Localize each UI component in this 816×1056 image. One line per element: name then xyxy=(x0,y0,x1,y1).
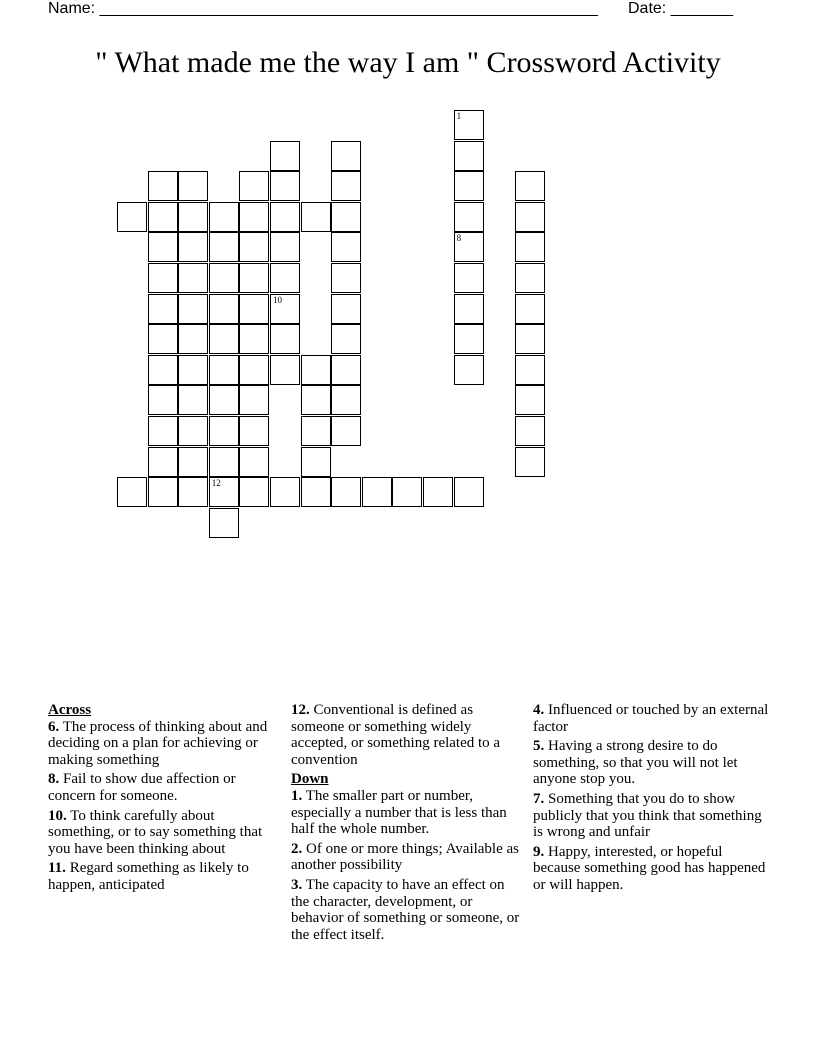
crossword-cell[interactable] xyxy=(515,385,545,415)
crossword-cell[interactable] xyxy=(239,171,269,201)
crossword-cell[interactable] xyxy=(454,202,484,232)
clues-column-2 xyxy=(291,702,523,946)
clue-down-1 xyxy=(291,788,523,838)
crossword-cell[interactable] xyxy=(515,232,545,262)
crossword-cell[interactable] xyxy=(331,355,361,385)
clue-number: 2. xyxy=(291,840,303,857)
clue-number: 11. xyxy=(48,860,66,877)
clue-number: 5. xyxy=(533,738,545,755)
crossword-cell[interactable] xyxy=(148,477,178,507)
crossword-cell[interactable] xyxy=(148,202,178,232)
crossword-cell[interactable] xyxy=(178,416,208,446)
crossword-cell[interactable] xyxy=(178,232,208,262)
crossword-cell[interactable] xyxy=(209,324,239,354)
clue-across-6 xyxy=(48,719,284,769)
crossword-cell[interactable] xyxy=(209,202,239,232)
down-heading: Down xyxy=(291,771,329,788)
crossword-cell[interactable] xyxy=(148,447,178,477)
clue-text: The process of thinking about and deciding on a plan for achieving or making something xyxy=(48,718,268,768)
clue-down-7 xyxy=(533,791,773,841)
clue-text: Of one or more things; Available as another possibility xyxy=(291,840,520,874)
crossword-cell[interactable] xyxy=(148,416,178,446)
crossword-cell[interactable] xyxy=(331,416,361,446)
crossword-cell[interactable] xyxy=(209,232,239,262)
crossword-cell[interactable] xyxy=(239,324,269,354)
clue-down-9 xyxy=(533,844,773,894)
crossword-cell[interactable] xyxy=(301,447,331,477)
crossword-cell[interactable] xyxy=(209,508,239,538)
crossword-cell[interactable] xyxy=(270,171,300,201)
crossword-cell[interactable] xyxy=(178,477,208,507)
date-field-label: Date: _______ xyxy=(628,0,733,17)
crossword-cell[interactable] xyxy=(331,171,361,201)
crossword-cell[interactable] xyxy=(117,202,147,232)
clue-number-label: 1 xyxy=(456,111,462,121)
crossword-cell[interactable] xyxy=(454,294,484,324)
crossword-cell[interactable] xyxy=(301,416,331,446)
crossword-cell[interactable] xyxy=(239,477,269,507)
crossword-cell[interactable] xyxy=(515,202,545,232)
crossword-cell[interactable] xyxy=(239,294,269,324)
clue-number: 3. xyxy=(291,876,303,893)
crossword-cell[interactable] xyxy=(270,202,300,232)
crossword-cell[interactable] xyxy=(148,355,178,385)
crossword-cell[interactable] xyxy=(209,355,239,385)
crossword-cell[interactable] xyxy=(515,416,545,446)
crossword-cell[interactable] xyxy=(209,385,239,415)
crossword-cell[interactable] xyxy=(331,263,361,293)
crossword-cell[interactable] xyxy=(178,324,208,354)
clue-number: 1. xyxy=(291,787,303,804)
clues-column-3 xyxy=(533,702,773,897)
clue-text: Something that you do to show publicly that you think that something is wrong and unfair xyxy=(533,790,762,841)
crossword-cell[interactable] xyxy=(209,263,239,293)
crossword-cell[interactable] xyxy=(270,232,300,262)
crossword-cell[interactable] xyxy=(301,202,331,232)
clue-text: Regard something as likely to happen, anticipated xyxy=(48,860,249,893)
page-title: " What made me the way I am " Crossword Activity xyxy=(95,46,721,79)
crossword-cell[interactable] xyxy=(209,477,239,507)
crossword-cell[interactable] xyxy=(301,355,331,385)
crossword-cell[interactable] xyxy=(454,477,484,507)
clue-number: 10. xyxy=(48,807,67,824)
crossword-cell[interactable] xyxy=(515,447,545,477)
crossword-cell[interactable] xyxy=(178,294,208,324)
crossword-cell[interactable] xyxy=(178,202,208,232)
crossword-cell[interactable] xyxy=(209,294,239,324)
clues-column-1 xyxy=(48,702,284,897)
across-heading: Across xyxy=(48,702,92,718)
crossword-cell[interactable] xyxy=(454,141,484,171)
clue-down-5 xyxy=(533,738,773,788)
crossword-cell[interactable] xyxy=(515,171,545,201)
clue-number-label: 12 xyxy=(211,478,221,489)
clue-text: To think carefully about something, or to say something that you have been thinking about xyxy=(48,807,263,857)
clue-text: Fail to show due affection or concern for someone. xyxy=(48,771,236,804)
crossword-cell[interactable] xyxy=(148,171,178,201)
crossword-cell[interactable] xyxy=(392,477,422,507)
crossword-cell[interactable] xyxy=(362,477,392,507)
clue-down-2 xyxy=(291,841,523,874)
clue-number: 12. xyxy=(291,702,310,718)
crossword-cell[interactable] xyxy=(239,447,269,477)
crossword-cell[interactable] xyxy=(301,385,331,415)
crossword-cell[interactable] xyxy=(423,477,453,507)
crossword-cell[interactable] xyxy=(331,385,361,415)
clue-across-10 xyxy=(48,808,284,858)
crossword-cell[interactable] xyxy=(454,232,484,262)
clue-number: 6. xyxy=(48,718,60,735)
clue-number: 4. xyxy=(533,702,545,718)
crossword-cell[interactable] xyxy=(454,324,484,354)
crossword-cell[interactable] xyxy=(270,324,300,354)
crossword-cell[interactable] xyxy=(454,355,484,385)
clue-text: Influenced or touched by an external factor xyxy=(533,702,769,735)
crossword-cell[interactable] xyxy=(239,232,269,262)
crossword-cell[interactable] xyxy=(331,232,361,262)
crossword-cell[interactable] xyxy=(515,263,545,293)
crossword-cell[interactable] xyxy=(270,477,300,507)
clue-down-3 xyxy=(291,877,523,943)
clue-text: The capacity to have an effect on the character, development, or behavior of something or someone, or the effect itself. xyxy=(291,876,520,943)
crossword-cell[interactable] xyxy=(117,477,147,507)
clue-down-4 xyxy=(533,702,773,735)
crossword-cell[interactable] xyxy=(239,385,269,415)
crossword-cell[interactable] xyxy=(178,171,208,201)
crossword-cell[interactable] xyxy=(178,263,208,293)
clue-text: Having a strong desire to do something, so that you will not let anyone stop you. xyxy=(533,738,738,788)
crossword-cell[interactable] xyxy=(148,263,178,293)
crossword-cell[interactable] xyxy=(239,202,269,232)
clue-number: 7. xyxy=(533,790,545,807)
crossword-cell[interactable] xyxy=(270,355,300,385)
crossword-cell[interactable] xyxy=(209,416,239,446)
crossword-cell[interactable] xyxy=(148,232,178,262)
crossword-cell[interactable] xyxy=(454,263,484,293)
clue-number: 9. xyxy=(533,843,545,860)
name-field-label: Name: ________________________________________________________ xyxy=(48,0,598,17)
clue-text: Happy, interested, or hopeful because something good has happened or will happen. xyxy=(533,843,766,893)
crossword-cell[interactable] xyxy=(239,416,269,446)
crossword-cell[interactable] xyxy=(270,294,300,324)
clue-number-label: 10 xyxy=(273,294,282,305)
crossword-cell[interactable] xyxy=(178,447,208,477)
crossword-cell[interactable] xyxy=(239,263,269,293)
crossword-cell[interactable] xyxy=(515,355,545,385)
crossword-cell[interactable] xyxy=(301,477,331,507)
clue-across-12 xyxy=(291,702,523,768)
crossword-cell[interactable] xyxy=(239,355,269,385)
crossword-cell[interactable] xyxy=(331,141,361,171)
crossword-cell[interactable] xyxy=(270,141,300,171)
crossword-cell[interactable] xyxy=(270,263,300,293)
crossword-cell[interactable] xyxy=(331,324,361,354)
crossword-cell[interactable] xyxy=(331,202,361,232)
crossword-cell[interactable] xyxy=(178,355,208,385)
crossword-cell[interactable] xyxy=(331,294,361,324)
clue-across-11 xyxy=(48,860,284,893)
clue-number-label: 8 xyxy=(456,233,462,244)
crossword-cell[interactable] xyxy=(331,477,361,507)
crossword-cell[interactable] xyxy=(148,294,178,324)
crossword-cell[interactable] xyxy=(515,324,545,354)
crossword-cell[interactable] xyxy=(515,294,545,324)
crossword-cell[interactable] xyxy=(209,447,239,477)
crossword-cell[interactable] xyxy=(148,385,178,415)
clue-text: The smaller part or number, especially a number that is less than half the whole number. xyxy=(291,787,507,838)
crossword-cell[interactable] xyxy=(454,110,484,140)
crossword-cell[interactable] xyxy=(454,171,484,201)
clue-number: 8. xyxy=(48,771,60,788)
crossword-cell[interactable] xyxy=(148,324,178,354)
clue-text: Conventional is defined as someone or something widely accepted, or something related to a convention xyxy=(291,702,501,768)
clue-across-8 xyxy=(48,771,284,804)
crossword-cell[interactable] xyxy=(178,385,208,415)
